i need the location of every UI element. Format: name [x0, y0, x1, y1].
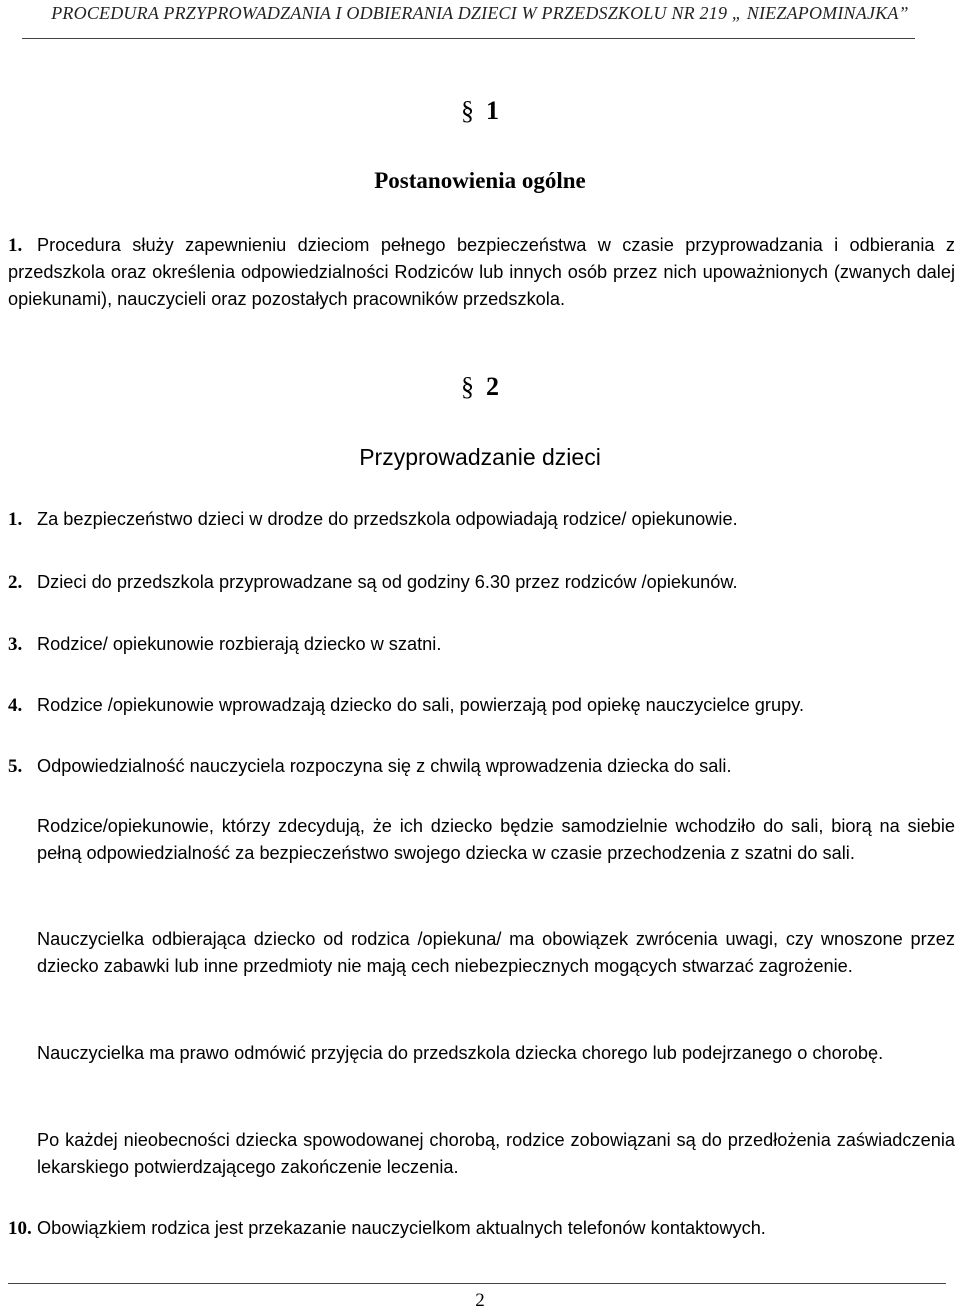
item-text: Nauczycielka odbierająca dziecko od rodzica /opiekuna/ ma obowiązek zwrócenia uwagi, czy wnoszone przez dziecko zabawki lub inne przedmioty nie mają cech niebezpiecznych mogących stwarzać zagrożenie.	[37, 929, 955, 976]
item-number	[8, 1040, 37, 1067]
item-text: Nauczycielka ma prawo odmówić przyjęcia do przedszkola dziecka chorego lub podejrzanego o chorobę.	[37, 1043, 884, 1063]
item-text: Za bezpieczeństwo dzieci w drodze do przedszkola odpowiadają rodzice/ opiekunowie.	[37, 509, 738, 529]
item-number: 3.	[8, 634, 23, 655]
section-title-1: Postanowienia ogólne	[374, 168, 586, 193]
item-number: 1.	[8, 509, 23, 530]
section-sign: §	[461, 96, 474, 125]
section-sign: §	[461, 372, 474, 401]
section2-item-9	[8, 1127, 955, 1181]
section-title-2: Przyprowadzanie dzieci	[359, 444, 601, 470]
running-header: PROCEDURA PRZYPROWADZANIA I ODBIERANIA DZIECI W PRZEDSZKOLU NR 219 „ NIEZAPOMINAJKA”	[51, 3, 909, 23]
item-text: Rodzice/ opiekunowie rozbierają dziecko w szatni.	[37, 634, 442, 654]
item-number: 10.	[8, 1218, 32, 1239]
header-rule	[22, 38, 915, 39]
section2-item-5	[8, 753, 955, 780]
item-text: Procedura służy zapewnieniu dzieciom pełnego bezpieczeństwa w czasie przyprowadzania i odbierania z przedszkola oraz określenia odpowiedzialności Rodziców lub innych osób przez nich upoważnionych (zwanych dalej opiekunami), nauczycieli oraz pozostałych pracowników przedszkola.	[8, 235, 955, 309]
section-number: 1	[486, 96, 499, 125]
footer-rule	[8, 1283, 946, 1284]
item-number: 1.	[8, 235, 23, 256]
section2-item-3	[8, 631, 955, 658]
section-number: 2	[486, 372, 499, 401]
item-number: 4.	[8, 695, 23, 716]
section2-item-2	[8, 569, 955, 596]
section2-item-6	[8, 813, 955, 867]
item-text: Obowiązkiem rodzica jest przekazanie nauczycielkom aktualnych telefonów kontaktowych.	[37, 1218, 766, 1238]
item-text: Rodzice /opiekunowie wprowadzają dziecko do sali, powierzają pod opiekę nauczycielce grupy.	[37, 695, 805, 715]
item-text: Po każdej nieobecności dziecka spowodowanej chorobą, rodzice zobowiązani są do przedłożenia zaświadczenia lekarskiego potwierdzającego zakończenie leczenia.	[37, 1130, 955, 1177]
section2-item-10	[8, 1215, 955, 1242]
page-number: 2	[475, 1290, 485, 1311]
item-text: Rodzice/opiekunowie, którzy zdecydują, że ich dziecko będzie samodzielnie wchodziło do sali, biorą na siebie pełną odpowiedzialność za bezpieczeństwo swojego dziecka w czasie przechodzenia z szatni do sali.	[37, 816, 955, 863]
item-number: 2.	[8, 572, 23, 593]
section1-item-1	[8, 232, 955, 313]
section2-item-1	[8, 506, 955, 533]
section-mark-2	[0, 372, 960, 402]
item-text: Dzieci do przedszkola przyprowadzane są od godziny 6.30 przez rodziców /opiekunów.	[37, 572, 738, 592]
item-number: 5.	[8, 756, 23, 777]
item-number	[8, 1127, 37, 1154]
section2-item-7	[8, 926, 955, 980]
item-number	[8, 926, 37, 953]
section2-item-4	[8, 692, 955, 719]
item-text: Odpowiedzialność nauczyciela rozpoczyna się z chwilą wprowadzenia dziecka do sali.	[37, 756, 732, 776]
section2-item-8	[8, 1040, 955, 1067]
section-mark-1	[0, 96, 960, 126]
item-number	[8, 813, 37, 840]
